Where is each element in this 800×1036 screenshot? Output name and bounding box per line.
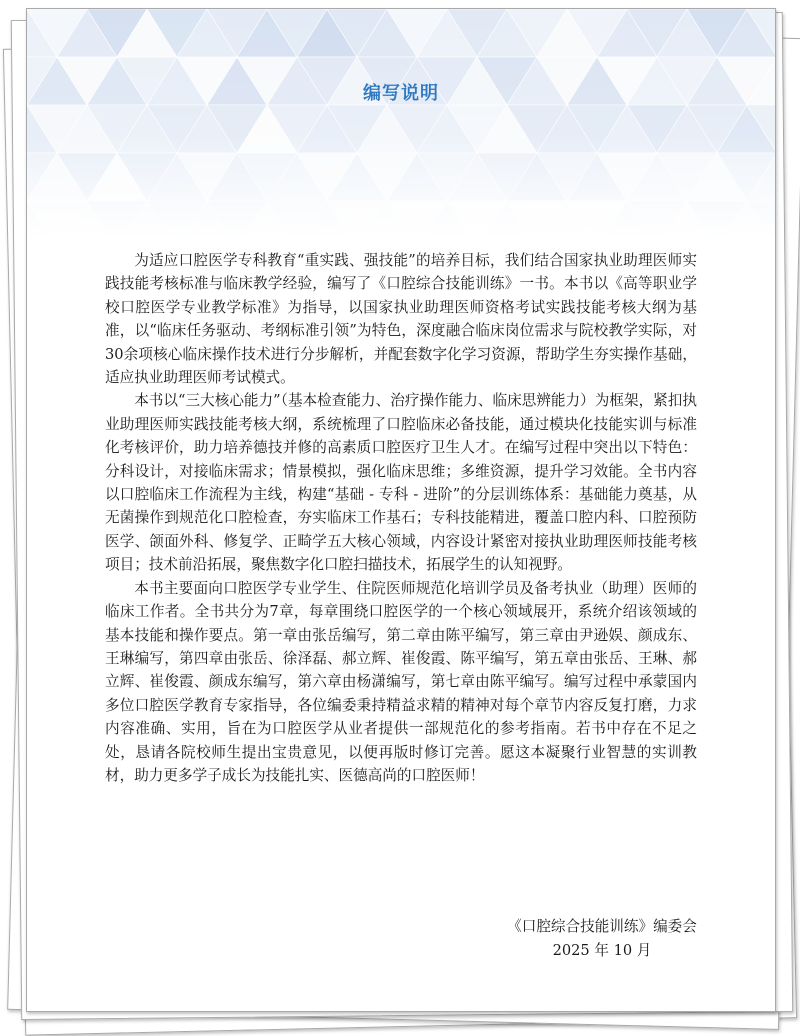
pattern-fade-overlay (27, 9, 775, 239)
paragraph-3: 本书主要面向口腔医学专业学生、住院医师规范化培训学员及备考执业（助理）医师的临床工作者。全书共分为7章，每章围绕口腔医学的一个核心领域展开，系统介绍该领域的基本技能和操作要点。第一章由张岳编写，第二章由陈平编写，第三章由尹逊娱、颜成东、王琳编写，第四章由张岳、徐泽磊、郝立辉、崔俊霞、陈平编写，第五章由张岳、王琳、郝立辉、崔俊霞、颜成东编写，第六章由杨潇编写，第七章由陈平编写。编写过程中承蒙国内多位口腔医学教育专家指导，各位编委秉持精益求精的精神对每个章节内容反复打磨，力求内容准确、实用，旨在为口腔医学从业者提供一部规范化的参考指南。若书中存在不足之处，恳请各院校师生提出宝贵意见，以便再版时修订完善。愿这本凝聚行业智慧的实训教材，助力更多学子成长为技能扎实、医德高尚的口腔医师！ (105, 579, 697, 784)
editorial-committee: 《口腔综合技能训练》编委会 (507, 918, 697, 935)
paragraph-1: 为适应口腔医学专科教育“重实践、强技能”的培养目标，我们结合国家执业助理医师实践技能考核标准与临床教学经验，编写了《口腔综合技能训练》一书。本书以《高等职业学校口腔医学专业教学标准》为指导，以国家执业助理医师资格考试实践技能考核大纲为基准，以“临床任务驱动、考纲标准引领”为特色，深度融合临床岗位需求与院校教学实际，对30余项核心临床操作技术进行分步解析，并配套数字化学习资源，帮助学生夯实操作基础，适应执业助理医师考试模式。 (105, 252, 697, 387)
paragraph-2: 本书以“三大核心能力”（基本检查能力、治疗操作能力、临床思辨能力）为框架，紧扣执业助理医师实践技能考核大纲，系统梳理了口腔临床必备技能，通过模块化技能实训与标准化考核评价，助力培养德技并修的高素质口腔医疗卫生人才。在编写过程中突出以下特色：分科设计，对接临床需求；情景模拟，强化临床思维；多维资源，提升学习效能。全书内容以口腔临床工作流程为主线，构建“基础 - 专科 - 进阶”的分层训练体系：基础能力奠基，从无菌操作到规范化口腔检查，夯实临床工作基石；专科技能精进，覆盖口腔内科、口腔预防医学、颌面外科、修复学、正畸学五大核心领域，内容设计紧密对接执业助理医师技能考核项目；技术前沿拓展，聚焦数字化口腔扫描技术，拓展学生的认知视野。 (105, 392, 697, 574)
date-line: 2025 年 10 月 (552, 942, 652, 959)
document-body (105, 249, 697, 787)
document-page (26, 8, 776, 1012)
page-title: 编写说明 (363, 83, 439, 104)
triangle-pattern-header (27, 9, 775, 239)
signature-block (477, 915, 727, 963)
